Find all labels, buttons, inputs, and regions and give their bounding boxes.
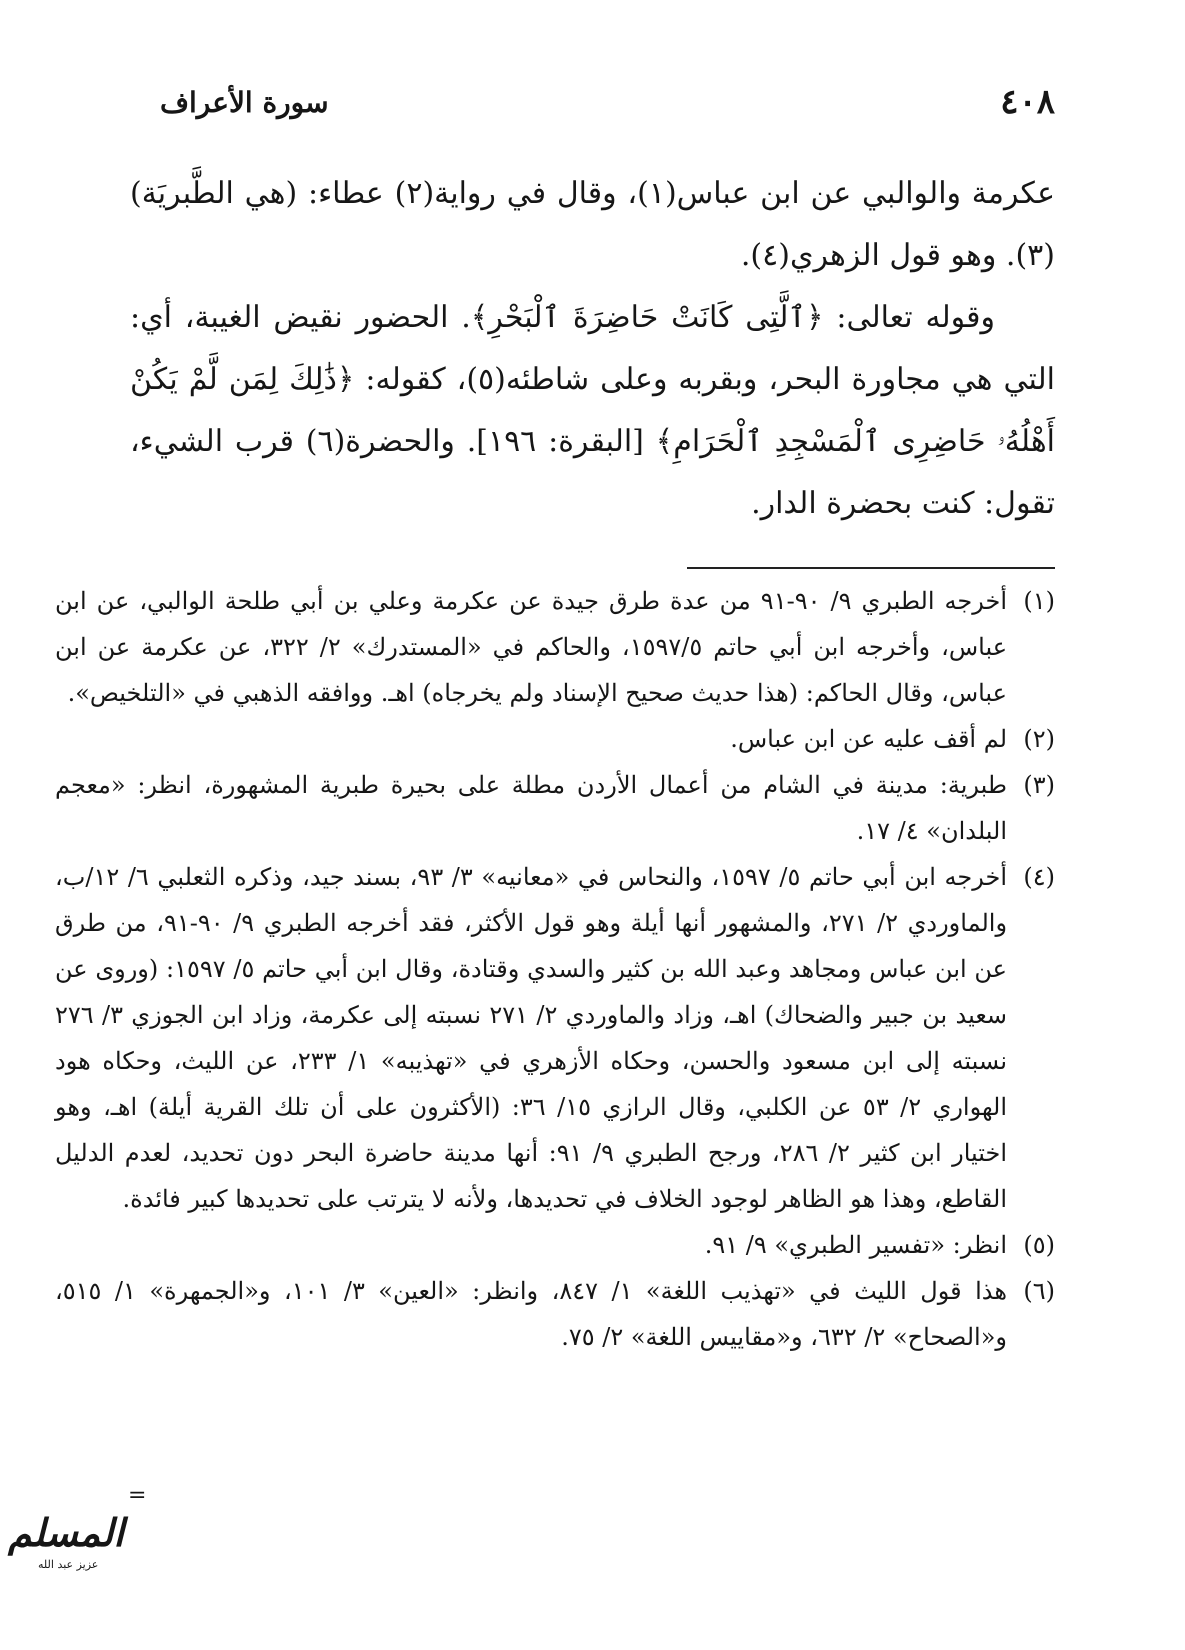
continuation-mark: = xyxy=(128,1483,147,1508)
logo-text: المسلم xyxy=(8,1510,124,1555)
footnote-number: (٣) xyxy=(1023,771,1055,799)
main-paragraph-1: عكرمة والوالبي عن ابن عباس(١)، وقال في رواية(٢) عطاء: (هي الطَّبريَة)(٣). وهو قول الزهري(٤). xyxy=(130,176,1055,273)
footnote-text: طبرية: مدينة في الشام من أعمال الأردن مطلة على بحيرة طبرية المشهورة، انظر: «معجم البلدان» ٤/ ١٧. xyxy=(55,771,1007,845)
footnote-number: (١) xyxy=(1023,587,1055,615)
footnote-number: (٦) xyxy=(1023,1277,1055,1305)
footnote-divider xyxy=(687,567,1055,569)
footnote-6 xyxy=(55,1268,1055,1360)
main-text xyxy=(130,163,1055,535)
watermark-logo xyxy=(8,1510,124,1580)
footnote-text: أخرجه ابن أبي حاتم ٥/ ١٥٩٧، والنحاس في «معانيه» ٣/ ٩٣، بسند جيد، وذكره الثعلبي ٦/ ١٢/ب، والماوردي ٢/ ٢٧١، والمشهور أنها أيلة وهو قول الأكثر، فقد أخرجه الطبري ٩/ ٩٠-٩١، من طرق عن ابن عباس ومجاهد وعبد الله بن كثير والسدي وقتادة، وقال ابن أبي حاتم ٥/ ١٥٩٧: (وروى عن سعيد بن جبير والضحاك) اهـ، وزاد والماوردي ٢/ ٢٧١ نسبته إلى عكرمة، وزاد ابن الجوزي ٣/ ٢٧٦ نسبته إلى ابن مسعود والحسن، وحكاه الأزهري في «تهذيبه» ١/ ٢٣٣، عن الليث، وحكاه هود الهواري ٢/ ٥٣ عن الكلبي، وقال الرازي ١٥/ ٣٦: (الأكثرون على أن تلك القرية أيلة) اهـ، وهو اختيار ابن كثير ٢/ ٢٨٦، ورجح الطبري ٩/ ٩١: أنها مدينة حاضرة البحر دون تحديد، لعدم الدليل القاطع، وهذا هو الظاهر لوجود الخلاف في تحديدها، ولأنه لا يترتب على تحديدها كبير فائدة. xyxy=(55,863,1008,1213)
surah-title: سورة الأعراف xyxy=(160,86,329,119)
footnotes xyxy=(55,578,1055,1360)
footnote-text: أخرجه الطبري ٩/ ٩٠-٩١ من عدة طرق جيدة عن عكرمة وعلي بن أبي طلحة الوالبي، عن ابن عباس، وأخرجه ابن أبي حاتم ١٥٩٧/٥، والحاكم في «المستدرك» ٢/ ٣٢٢، عن عكرمة عن ابن عباس، وقال الحاكم: (هذا حديث صحيح الإسناد ولم يخرجاه) اهـ. ووافقه الذهبي في «التلخيص». xyxy=(55,587,1008,707)
page-header xyxy=(140,82,1055,132)
footnote-1 xyxy=(55,578,1055,716)
footnote-2 xyxy=(55,716,1055,762)
footnote-number: (٥) xyxy=(1023,1231,1055,1259)
page-number: ٤٠٨ xyxy=(1000,82,1055,122)
footnote-text: لم أقف عليه عن ابن عباس. xyxy=(730,725,1007,753)
footnote-number: (٢) xyxy=(1023,725,1055,753)
main-paragraph-2: وقوله تعالى: ﴿ٱلَّتِى كَانَتْ حَاضِرَةَ ٱلْبَحْرِ﴾. الحضور نقيض الغيبة، أي: التي هي مجاورة البحر، وبقربه وعلى شاطئه(٥)، كقوله: ﴿ذَٰلِكَ لِمَن لَّمْ يَكُنْ أَهْلُهُۥ حَاضِرِى ٱلْمَسْجِدِ ٱلْحَرَامِ﴾ [البقرة: ١٩٦]. والحضرة(٦) قرب الشيء، تقول: كنت بحضرة الدار. xyxy=(130,300,1055,521)
footnote-text: هذا قول الليث في «تهذيب اللغة» ١/ ٨٤٧، وانظر: «العين» ٣/ ١٠١، و«الجمهرة» ١/ ٥١٥، و«الصحاح» ٢/ ٦٣٢، و«مقاييس اللغة» ٢/ ٧٥. xyxy=(55,1277,1007,1351)
footnote-number: (٤) xyxy=(1023,863,1055,891)
footnote-5 xyxy=(55,1222,1055,1268)
footnote-text: انظر: «تفسير الطبري» ٩/ ٩١. xyxy=(704,1231,1007,1259)
footnote-3 xyxy=(55,762,1055,854)
logo-subtext: عزيز عبد الله xyxy=(38,1558,99,1571)
footnote-4 xyxy=(55,854,1055,1222)
